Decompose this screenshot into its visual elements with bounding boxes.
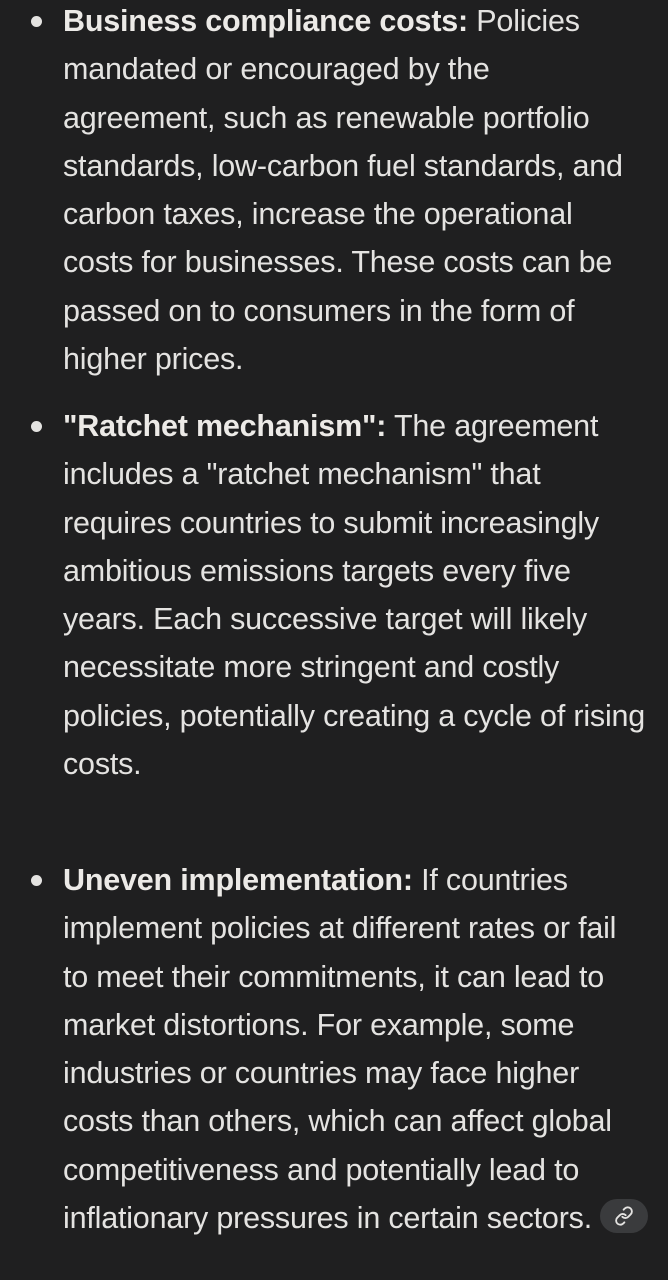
list-item-body: The agreement includes a "ratchet mechanism" that requires countries to submit increasingly ambitious emissions targets every five years. Each successive target will likely necessitate more stringent and costly policies, potentially creating a cycle of rising costs. (63, 409, 646, 782)
list-item-body: If countries implement policies at different rates or fail to meet their commitments, it can lead to market distortions. For example, some industries or countries may face higher costs than others, which can affect global competitiveness and potentially lead to inflationary pressures in certain sectors. (63, 863, 617, 1236)
bullet-dot-icon (31, 421, 42, 432)
bullet-dot-icon (31, 16, 42, 27)
list-item-heading: Uneven implementation: (63, 863, 413, 897)
list-item-text (63, 856, 648, 1242)
list-item-text (63, 0, 648, 383)
bullet-dot-icon (31, 875, 42, 886)
list-item-text (63, 402, 648, 788)
source-link-button[interactable] (600, 1199, 648, 1233)
list-item-heading: Business compliance costs: (63, 4, 469, 38)
list-item-heading: "Ratchet mechanism": (63, 409, 387, 443)
link-icon (614, 1206, 634, 1226)
list-item-body: Policies mandated or encouraged by the agreement, such as renewable portfolio standards, low-carbon fuel standards, and carbon taxes, increase the operational costs for businesses. These costs can be passed on to consumers in the form of higher prices. (63, 4, 623, 377)
